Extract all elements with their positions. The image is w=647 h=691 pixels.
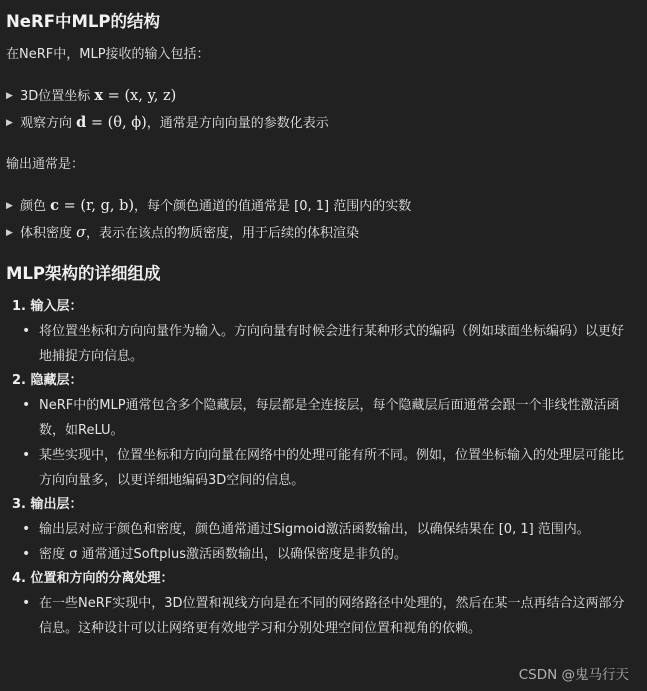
section-heading-nerf-mlp: NeRF中MLP的结构 [6, 12, 161, 31]
output-intro-text: 输出通常是： [6, 157, 85, 172]
intro-text: 在NeRF中，MLP接收的输入包括： [6, 47, 210, 62]
dot-bullet-icon: • [22, 397, 31, 413]
triangle-bullet-icon: ▶ [6, 118, 13, 128]
input-list [6, 83, 647, 137]
list-item-density-output: ▶ 体积密度 σ，表示在该点的物质密度，用于后续的体积渲染 [6, 220, 647, 247]
dot-bullet-icon: • [22, 447, 31, 463]
dot-bullet-icon: • [22, 595, 31, 611]
triangle-bullet-icon: ▶ [6, 228, 13, 238]
output-list [6, 193, 647, 247]
step-title: 3. 输出层： [12, 497, 83, 512]
triangle-bullet-icon: ▶ [6, 201, 13, 211]
section-heading-mlp-architecture: MLP架构的详细组成 [6, 264, 161, 283]
list-item: • 将位置坐标和方向向量作为输入。方向向量有时候会进行某种形式的编码（例如球面坐标编码）以更好地捕捉方向信息。 [6, 319, 647, 369]
step-separate-processing [6, 567, 647, 641]
step-title: 1. 输入层： [12, 299, 83, 314]
list-item: • 在一些NeRF实现中，3D位置和视线方向是在不同的网络路径中处理的，然后在某一点再结合这两部分信息。这种设计可以让网络更有效地学习和分别处理空间位置和视角的依赖。 [6, 591, 647, 641]
triangle-bullet-icon: ▶ [6, 91, 13, 101]
list-item-color-output: ▶ 颜色 c = (r, g, b)，每个颜色通道的值通常是 [0, 1] 范围内的实数 [6, 193, 647, 220]
dot-bullet-icon: • [22, 521, 31, 537]
list-item: • 密度 σ 通常通过Softplus激活函数输出，以确保密度是非负的。 [6, 542, 647, 567]
csdn-watermark: CSDN @鬼马行天 [518, 667, 629, 683]
step-title: 2. 隐藏层： [12, 373, 83, 388]
step-output-layer [6, 493, 647, 567]
architecture-steps [6, 295, 647, 641]
dot-bullet-icon: • [22, 323, 31, 339]
step-hidden-layer [6, 369, 647, 493]
list-item: • NeRF中的MLP通常包含多个隐藏层，每层都是全连接层，每个隐藏层后面通常会跟一个非线性激活函数，如ReLU。 [6, 393, 647, 443]
step-input-layer [6, 295, 647, 369]
list-item: • 某些实现中，位置坐标和方向向量在网络中的处理可能有所不同。例如，位置坐标输入的处理层可能比方向向量多，以更详细地编码3D空间的信息。 [6, 443, 647, 493]
list-item-position-input: ▶ 3D位置坐标 x = (x, y, z) [6, 83, 647, 110]
step-title: 4. 位置和方向的分离处理： [12, 571, 174, 586]
dot-bullet-icon: • [22, 546, 31, 562]
list-item-direction-input: ▶ 观察方向 d = (θ, ϕ)，通常是方向向量的参数化表示 [6, 110, 647, 137]
list-item: • 输出层对应于颜色和密度，颜色通常通过Sigmoid激活函数输出，以确保结果在 [0, 1] 范围内。 [6, 517, 647, 542]
